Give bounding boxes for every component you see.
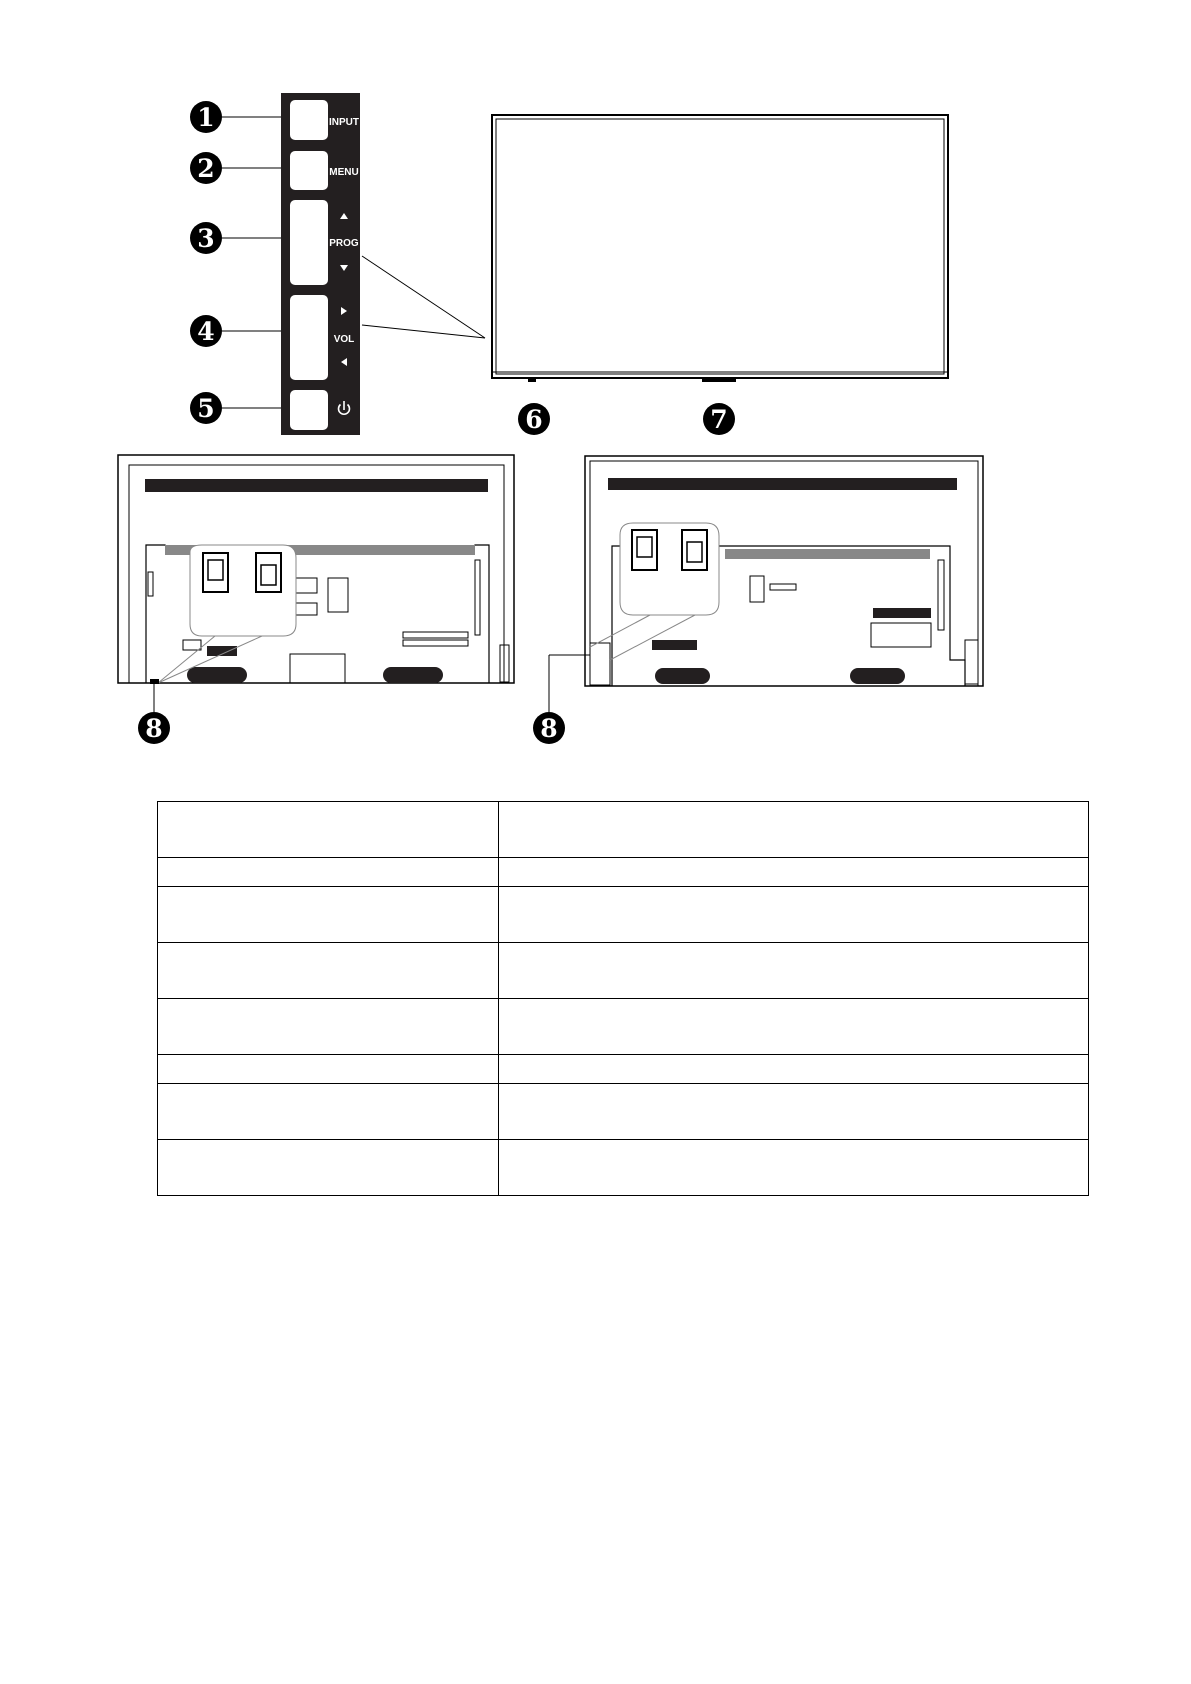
prog-label: PROG	[329, 238, 359, 249]
svg-text:1: 1	[197, 103, 215, 132]
table-cell-item	[158, 858, 499, 887]
tv-rear-view-left	[118, 455, 514, 712]
callout-8-left	[138, 712, 170, 744]
vol-key	[290, 295, 328, 380]
table-row	[158, 999, 1089, 1055]
table-cell-description	[499, 1084, 1089, 1140]
table-cell-item	[158, 887, 499, 943]
svg-text:6: 6	[525, 405, 543, 434]
svg-text:8: 8	[145, 714, 163, 743]
callout-2	[190, 152, 222, 184]
table-row	[158, 1140, 1089, 1196]
table-row	[158, 858, 1089, 887]
table-cell-description	[499, 943, 1089, 999]
table-cell-item	[158, 999, 499, 1055]
table-cell-description	[499, 887, 1089, 943]
description-table	[157, 801, 1089, 1196]
callout-8-right	[533, 712, 565, 744]
table-cell-item	[158, 802, 499, 858]
rocker-switch-icon	[632, 530, 657, 570]
table-cell-description	[499, 802, 1089, 858]
callout-3	[190, 222, 222, 254]
tv-front-view	[492, 115, 948, 382]
vol-label: VOL	[333, 334, 355, 345]
table-cell-item	[158, 943, 499, 999]
rocker-switch-icon	[256, 553, 281, 592]
callout-1	[190, 101, 222, 133]
prog-key	[290, 200, 328, 285]
table-cell-item	[158, 1055, 499, 1084]
svg-text:7: 7	[710, 405, 728, 434]
input-key	[290, 100, 328, 140]
table-row	[158, 1055, 1089, 1084]
input-label: INPUT	[329, 117, 359, 128]
ir-sensor	[528, 378, 536, 382]
menu-key	[290, 151, 328, 190]
table-cell-item	[158, 1084, 499, 1140]
control-panel	[281, 93, 360, 435]
indicator-strip	[702, 378, 736, 382]
table-row	[158, 802, 1089, 858]
tv-rear-view-right	[549, 456, 983, 712]
table-cell-description	[499, 858, 1089, 887]
table-row	[158, 1084, 1089, 1140]
svg-text:2: 2	[197, 154, 215, 183]
table-row	[158, 887, 1089, 943]
callout-5	[190, 392, 222, 424]
svg-text:8: 8	[540, 714, 558, 743]
rocker-switch-icon	[203, 553, 228, 592]
svg-text:3: 3	[197, 224, 215, 253]
menu-label: MENU	[329, 167, 359, 178]
power-key	[290, 390, 328, 430]
table-row	[158, 943, 1089, 999]
tv-controls-diagram	[0, 0, 1191, 780]
svg-text:4: 4	[197, 317, 215, 346]
rocker-switch-icon	[682, 530, 707, 570]
table-cell-description	[499, 999, 1089, 1055]
table-cell-description	[499, 1055, 1089, 1084]
callout-7	[703, 403, 735, 435]
callout-6	[518, 403, 550, 435]
callout-4	[190, 315, 222, 347]
table-cell-item	[158, 1140, 499, 1196]
svg-text:5: 5	[197, 394, 215, 423]
table-cell-description	[499, 1140, 1089, 1196]
